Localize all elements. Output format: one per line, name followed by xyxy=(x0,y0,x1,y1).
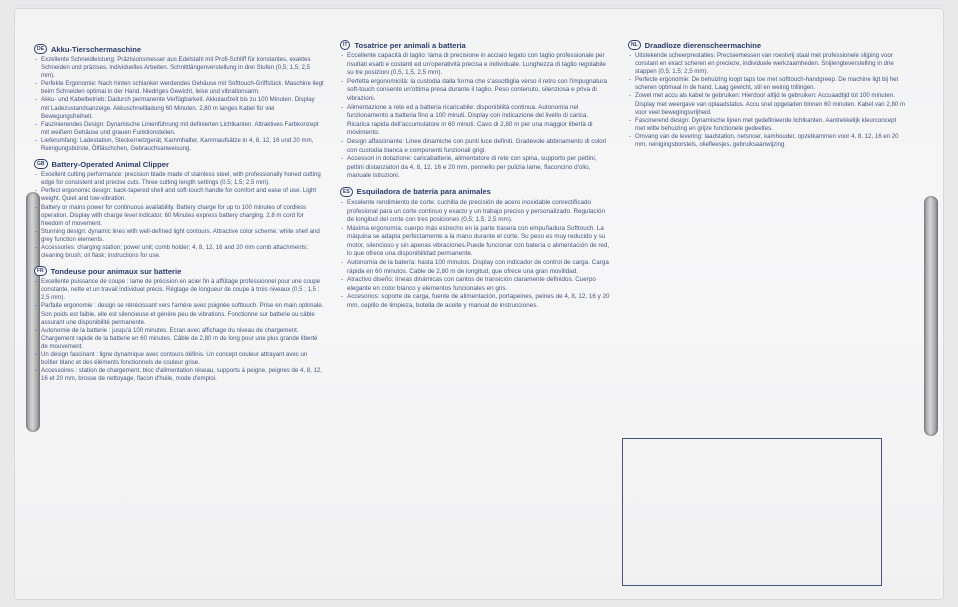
right-handle-slot xyxy=(924,196,938,436)
section-nl xyxy=(628,40,906,149)
list-item: - Accesorios: soporte de carga, fuente de alimentación, portapeines, peines de 4, 8, 12, 16 y 20 mm, cepillo de limpieza, botella de aceite y manual de instrucciones. xyxy=(340,293,612,310)
language-badge-es: ES xyxy=(340,187,353,197)
section-es xyxy=(340,187,612,311)
column-left xyxy=(34,44,324,389)
list-item: - Atractivo diseño: líneas dinámicas con cantos de transición claramente definidos. Cuerpo elegante en color blanco y elementos funcionales en gris. xyxy=(340,276,612,293)
language-badge-gb: GB xyxy=(34,159,48,169)
list-item: - Excellente puissance de coupe : lame de précision en acier fin à affûtage professionnel pour une coupe constante, nette et un travail individuel précis. Réglage de longueur de coupe à trois niveaux (0,5 ; 1,5 ; 2,5 mm). xyxy=(34,278,324,302)
list-item: - Un design fascinant : ligne dynamique avec contours définis. Un concept couleur attrayant avec un boîtier blanc et des éléments fonctionnels de couleur grise. xyxy=(34,351,324,367)
section-it xyxy=(340,40,612,181)
list-item: - Exzellente Schneidleistung: Präzisionsmesser aus Edelstahl mit Profi-Schliff für konstantes, exaktes Schneiden und präzises, individuelles Arbeiten. Schnittlängenverstellung in drei Stufen (0,5; 1,5; 2,5 mm). xyxy=(34,56,324,80)
feature-list-fr xyxy=(34,278,324,383)
list-item: - Parfaite ergonomie : design se rétrécissant vers l'arrière avec poignée softtouch. Prise en main optimale. Son poids est faible, elle est silencieuse et génère peu de vibrations. Fonctionne sur batterie ou câble assurant une disponibilité permanente. xyxy=(34,302,324,326)
list-item: - Lieferumfang: Ladestation, Steckernetzgerät, Kammhalter, Kammaufsätze in 4, 8, 12, 16 und 20 mm, Reinigungsbürste, Ölfläschchen, Gebrauchsanweisung. xyxy=(34,137,324,153)
list-item: - Perfekte Ergonomie: Nach hinten schlanker werdendes Gehäuse mit Softtouch-Griffstück. Maschine liegt beim Schneiden optimal in der Hand. Niedriges Gewicht, leise und vibrationsarm. xyxy=(34,80,324,96)
column-middle xyxy=(340,40,612,317)
language-badge-nl: NL xyxy=(628,40,641,50)
list-item: - Faszinierendes Design: Dynamische Linienführung mit definierten Lichtkanten. Attraktives Farbkonzept mit weißem Gehäuse und grauen Funktionsteilen. xyxy=(34,121,324,137)
list-item: - Stunning design: dynamic lines with well-defined light contours. Attractive color scheme: white shell and grey function elements. xyxy=(34,228,324,244)
section-title-nl: Draadloze dierenscheermachine xyxy=(644,40,762,50)
feature-list-es xyxy=(340,199,612,311)
list-item: - Excellent cutting performance: precision blade made of stainless steel, with professionally honed cutting edge for consistent and precise cuts. Three cutting length settings (0.5; 1.5; 2.5 mm). xyxy=(34,171,324,187)
list-item: - Eccellente capacità di taglio: lama di precisione in acciaio legato con taglio professionale per risultati esatti e costanti ed un'operatività precisa e individuale. Lunghezza di taglio regolabile su tre posizioni (0,5, 1,5, 2,5 mm). xyxy=(340,52,612,78)
feature-list-it xyxy=(340,52,612,181)
list-item: - Perfecte ergonomie: De behuizing loopt taps toe met softtouch-handgreep. De machine ligt bij het scheren optimaal in de hand. Laag gewicht, stil en weinig trillingen. xyxy=(628,76,906,92)
list-item: - Perfect ergonomic design: back-tapered shell and soft-touch handle for comfort and ease of use. Light weight. Quiet and low-vibration. xyxy=(34,187,324,203)
list-item: - Design affascinante: Linee dinamiche con punti luce definiti. Gradevole abbinamento di colori con custodia bianca e componenti funzionali grigi. xyxy=(340,138,612,155)
feature-list-de xyxy=(34,56,324,153)
list-item: - Fascinerend design: Dynamische lijnen met gedefinieerde lichtkanten. Aantrekkelijk kleurconcept met witte behuizing en grijze functionele gedeeltes. xyxy=(628,117,906,133)
section-title-de: Akku-Tierschermaschine xyxy=(50,44,142,54)
section-title-es: Esquiladora de batería para animales xyxy=(356,187,491,197)
column-right xyxy=(628,40,906,155)
list-item: - Alimentazione a rete ed a batteria ricaricabile: disponibilità continua. Autonomia nel funzionamento a batteria fino a 100 minuti. Display con indicazione del livello di carica. Ricarica rapida dell'accumulatore in 60 minuti. Cavo di 2,80 m per una maggior libertà di movimento. xyxy=(340,104,612,138)
list-item: - Autonomía de la batería: hasta 100 minutos. Display con indicador de control de carga. Carga rápida en 60 minutos. Cable de 2,80 m de longitud, que ofrece una gran movilidad. xyxy=(340,259,612,276)
section-fr xyxy=(34,266,324,383)
list-item: - Máxima ergonomía: cuerpo más estrecho en la parte trasera con empuñadura Softtouch. La máquina se adapta perfectamente a la mano durante el corte. Su peso es muy reducido y su motor, silencioso y sin apenas vibraciones.Puede funcionar con batería o alimentación de red, lo que ofrece una disponibilidad permanente. xyxy=(340,225,612,259)
list-item: - Excelente rendimiento de corte: cuchilla de precisión de acero inoxidable conrectificado profesional para un corte continuo y exacto y un trabajo preciso y personalizado. Regulación de longitud del corte con tres posiciones (0,5; 1,5; 2,5 mm). xyxy=(340,199,612,225)
list-item: - Accessori in dotazione: caricabatterie, alimentatore di rete con spina, supporto per pettini, pettini distanziatori da 4, 8, 12, 16 e 20 mm, pennello per pulizia lame, flaconcino d'olio, manuale istruzioni. xyxy=(340,155,612,181)
list-item: - Zowel met accu als kabel te gebruiken: Hierdoor altijd te gebruiken: Accuaadtijd tot 100 minuten. Display met weergave van oplaadstatus. Accu snel opgeladen binnen 60 minuten. Kabel van 2,80 m voor veel bewegingsvrijheid. xyxy=(628,92,906,116)
blank-label-area xyxy=(622,438,882,586)
language-badge-de: DE xyxy=(34,44,47,54)
section-gb xyxy=(34,159,324,260)
list-item: - Perfetta ergonomicità: la custodia dalla forma che s'assottiglia verso il retro con l'impugnatura soft-touch consente un'ottima presa durante il taglio. Peso contenuto, silenziosa e priva di vibrazioni. xyxy=(340,78,612,104)
feature-list-nl xyxy=(628,52,906,149)
list-item: - Accessoires : station de chargement, bloc d'alimentation réseau, supports à peigne, peignes de 4, 8, 12, 16 et 20 mm, brosse de nettoyage, flacon d'huile, mode d'emploi. xyxy=(34,367,324,383)
language-badge-fr: FR xyxy=(34,266,47,276)
list-item: - Battery or mains power for continuous availability. Battery charge for up to 100 minutes of cordless operation. Display with charge level indicator. 60 Minutes express battery charging. 2.8 m cord for freedom of movement. xyxy=(34,204,324,228)
list-item: - Akku- und Kabelbetrieb: Dadurch permanente Verfügbarkeit. Akkulaufzeit bis zu 100 Minuten. Display mit Ladezustandsanzeige. Akkuschnellladung 60 Minuten. 2,80 m langes Kabel für viel Bewegungsfreiheit. xyxy=(34,96,324,120)
list-item: - Accessories: charging station; power unit; comb holder; 4, 8, 12, 16 and 20 mm comb attachments; cleaning brush; oil flask; instructions for use. xyxy=(34,244,324,260)
feature-list-gb xyxy=(34,171,324,260)
section-title-gb: Battery-Operated Animal Clipper xyxy=(51,159,169,169)
section-title-fr: Tondeuse pour animaux sur batterie xyxy=(50,266,182,276)
list-item: - Omvang van de levering: laadstation, netsnoer, kamhouder, opzetkammen voor 4, 8, 12, 16 en 20 mm, reinigingsborstels, oliefleesjes, gebruiksaanwijzing. xyxy=(628,133,906,149)
section-de xyxy=(34,44,324,153)
list-item: - Autonomie de la batterie : jusqu'à 100 minutes. Ecran avec affichage du niveau de chargement. Chargement rapide de la batterie en 60 minutes. Câble de 2,80 m de long pour une plus grande liberté de mouvement. xyxy=(34,327,324,351)
language-badge-it: IT xyxy=(340,40,350,50)
section-title-it: Tosatrice per animali a batteria xyxy=(354,40,466,50)
list-item: - Uitstekende scheerprestaties: Precisiemessen van roestvrij staal met professionele slijping voor constant en exact scheren en precieze, individuele werkzaamheden. Snijlengteverstelling in drie stappen (0,5; 1,5; 2,5 mm). xyxy=(628,52,906,76)
